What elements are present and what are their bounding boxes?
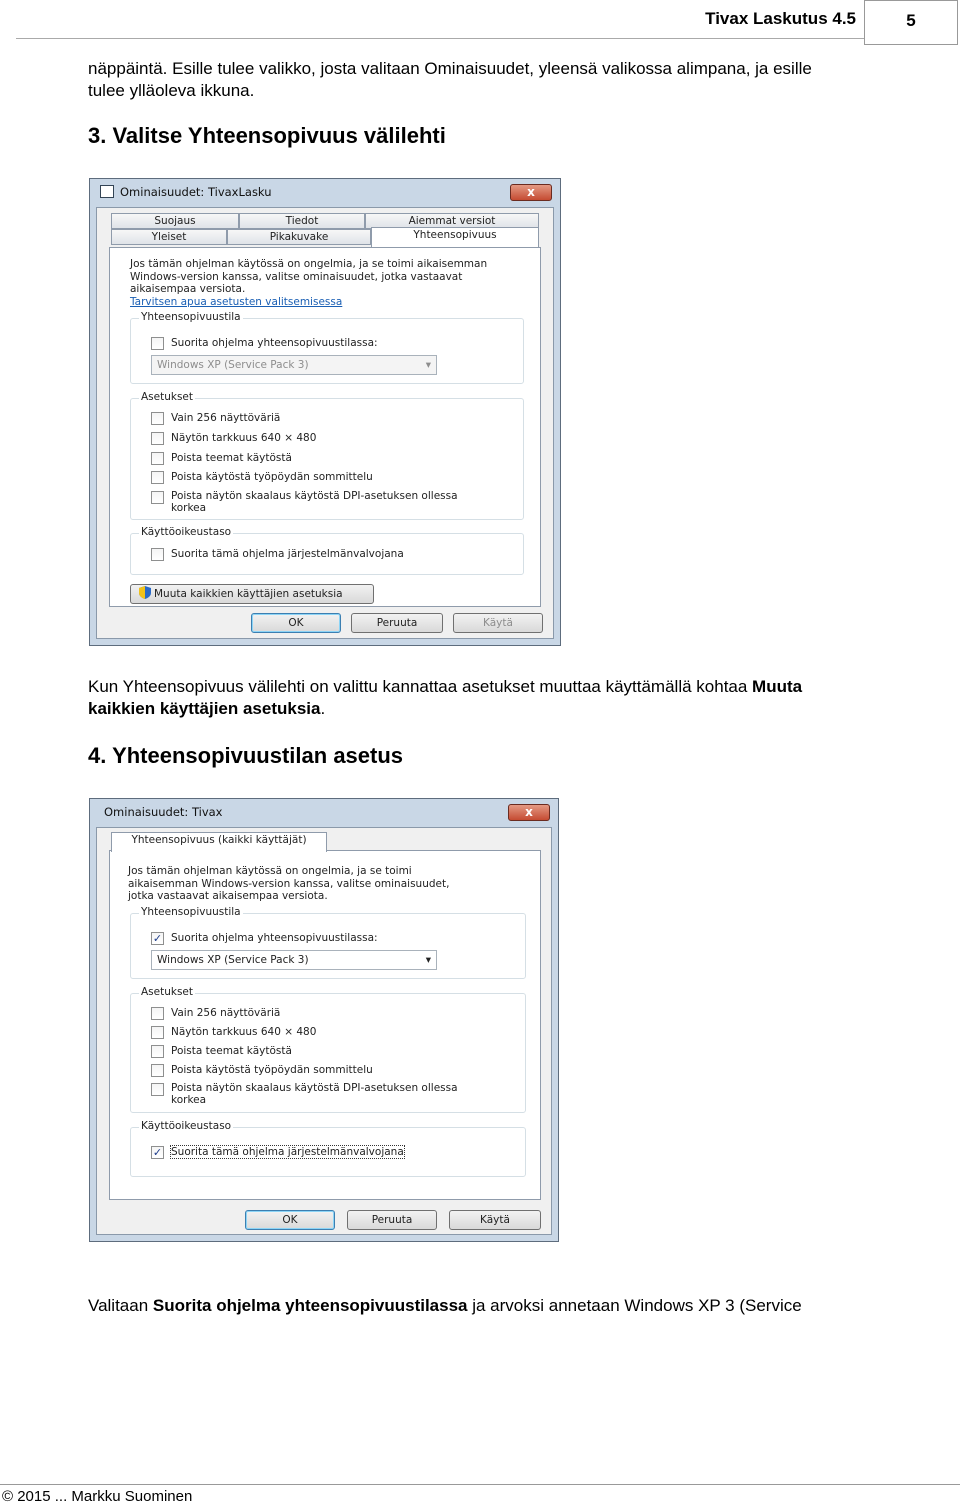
ok-button[interactable]: OK	[251, 613, 341, 633]
resolution-640-label: Näytön tarkkuus 640 × 480	[171, 1026, 317, 1038]
desc-line: Jos tämän ohjelman käytössä on ongelmia, ja se toimi	[128, 865, 412, 877]
compat-mode-group	[130, 311, 524, 384]
settings-group-label: Asetukset	[141, 986, 194, 998]
desktop-composition-checkbox[interactable]	[151, 1064, 164, 1077]
compat-mode-label: Suorita ohjelma yhteensopivuustilassa:	[171, 932, 378, 944]
tab-tiedot[interactable]: Tiedot	[239, 213, 365, 229]
step-4-heading: 4. Yhteensopivuustilan asetus	[88, 743, 404, 768]
desktop-composition-label: Poista käytöstä työpöydän sommittelu	[171, 1064, 373, 1076]
desc-line: Jos tämän ohjelman käytössä on ongelmia, ja se toimi aikaisemman	[130, 258, 488, 270]
app-icon	[100, 185, 114, 198]
desktop-composition-checkbox[interactable]	[151, 471, 164, 484]
colors-256-checkbox[interactable]	[151, 412, 164, 425]
close-button[interactable]: x	[508, 804, 550, 821]
privilege-group-label: Käyttöoikeustaso	[141, 526, 232, 538]
colors-256-label: Vain 256 näyttöväriä	[171, 1007, 281, 1019]
intro-text	[88, 58, 812, 102]
disable-themes-label: Poista teemat käytöstä	[171, 1045, 292, 1057]
properties-dialog-1	[89, 178, 561, 646]
compat-mode-checkbox[interactable]	[151, 337, 164, 350]
tab-yhteensopivuus[interactable]: Yhteensopivuus	[371, 227, 539, 247]
footer-rule	[0, 1484, 960, 1485]
privilege-group	[130, 526, 524, 575]
cancel-button[interactable]: Peruuta	[351, 613, 443, 633]
chevron-down-icon: ▾	[425, 359, 431, 371]
settings-group	[130, 391, 524, 520]
change-all-users-button[interactable]	[130, 584, 374, 604]
change-all-users-label: Muuta kaikkien käyttäjien asetuksia	[154, 588, 343, 600]
compat-mode-group-label: Yhteensopivuustila	[141, 906, 241, 918]
dpi-line-1: Poista näytön skaalaus käytöstä DPI-asetuksen ollessa	[171, 1082, 458, 1094]
dpi-scaling-label	[171, 490, 458, 514]
compat-description	[130, 258, 487, 296]
explanation-line-2	[88, 698, 802, 720]
explanation-text-end: ja arvoksi annetaan Windows XP 3 (Service	[467, 1296, 802, 1315]
disable-themes-checkbox[interactable]	[151, 1045, 164, 1058]
step-3-explanation	[88, 676, 802, 720]
desc-line: aikaisemman Windows-version kanssa, valitse ominaisuudet,	[128, 877, 450, 890]
dpi-line-2: korkea	[171, 1094, 207, 1106]
dpi-line-1: Poista näytön skaalaus käytöstä DPI-asetuksen ollessa	[171, 490, 458, 502]
dpi-scaling-checkbox[interactable]	[151, 1083, 164, 1096]
compat-mode-group-label: Yhteensopivuustila	[141, 311, 241, 323]
page-number: 5	[864, 0, 958, 45]
run-as-admin-label: Suorita tämä ohjelma järjestelmänvalvojana	[171, 1146, 404, 1158]
explanation-bold-1: Muuta	[752, 677, 803, 696]
explanation-bold: Suorita ohjelma yhteensopivuustilassa	[152, 1296, 468, 1315]
resolution-640-checkbox[interactable]	[151, 432, 164, 445]
dialog-1-titlebar	[90, 179, 560, 205]
tab-compat-all-users[interactable]: Yhteensopivuus (kaikki käyttäjät)	[111, 832, 327, 852]
colors-256-label: Vain 256 näyttöväriä	[171, 412, 281, 424]
desc-line: jotka vastaavat aikaisempaa versiota.	[128, 890, 328, 902]
document-title: Tivax Laskutus 4.5	[705, 9, 856, 28]
apply-button[interactable]: Käytä	[449, 1210, 541, 1230]
resolution-640-checkbox[interactable]	[151, 1026, 164, 1039]
dpi-scaling-label	[171, 1082, 458, 1106]
settings-group-label: Asetukset	[141, 391, 194, 403]
dialog-2-client	[96, 827, 552, 1235]
dpi-line-2: korkea	[171, 502, 207, 514]
tab-suojaus[interactable]: Suojaus	[111, 213, 239, 229]
explanation-text: Valitaan	[88, 1296, 153, 1315]
uac-shield-icon	[139, 586, 151, 599]
compat-mode-checkbox[interactable]: ✓	[152, 932, 163, 945]
compat-all-users-panel	[109, 850, 541, 1200]
properties-dialog-2	[89, 798, 559, 1242]
dialog-2-titlebar	[90, 799, 558, 825]
footer-copyright: © 2015 ... Markku Suominen	[2, 1488, 193, 1505]
dialog-1-client	[96, 207, 554, 639]
dialog-2-title: Ominaisuudet: Tivax	[104, 805, 223, 819]
privilege-group-label: Käyttöoikeustaso	[141, 1120, 232, 1132]
desc-line: aikaisempaa versiota.	[130, 283, 246, 295]
dpi-scaling-checkbox[interactable]	[151, 491, 164, 504]
tab-aiemmat-versiot[interactable]: Aiemmat versiot	[365, 213, 539, 229]
help-link[interactable]: Tarvitsen apua asetusten valitsemisessa	[130, 296, 343, 308]
os-version-value: Windows XP (Service Pack 3)	[157, 359, 309, 371]
resolution-640-label: Näytön tarkkuus 640 × 480	[171, 432, 317, 444]
run-as-admin-label: Suorita tämä ohjelma järjestelmänvalvojana	[171, 548, 404, 560]
run-as-admin-checkbox[interactable]: ✓	[152, 1146, 163, 1159]
tab-pikakuvake[interactable]: Pikakuvake	[227, 229, 371, 245]
compat-mode-group	[130, 906, 526, 979]
compat-tab-panel	[109, 247, 541, 607]
intro-line-1: näppäintä. Esille tulee valikko, josta valitaan Ominaisuudet, yleensä valikossa alimpana, ja esille	[88, 59, 812, 78]
colors-256-checkbox[interactable]	[151, 1007, 164, 1020]
desktop-composition-label: Poista käytöstä työpöydän sommittelu	[171, 471, 373, 483]
step-4-explanation	[88, 1295, 802, 1317]
disable-themes-checkbox[interactable]	[151, 452, 164, 465]
explanation-text: Kun Yhteensopivuus välilehti on valittu kannattaa asetukset muuttaa käyttämällä kohtaa	[88, 677, 753, 696]
cancel-button[interactable]: Peruuta	[347, 1210, 437, 1230]
header-rule	[16, 38, 864, 39]
chevron-down-icon: ▾	[425, 954, 431, 966]
tab-yleiset[interactable]: Yleiset	[111, 229, 227, 245]
dialog-1-title: Ominaisuudet: TivaxLasku	[120, 185, 272, 199]
desc-line: Windows-version kanssa, valitse ominaisuudet, jotka vastaavat	[130, 270, 463, 283]
run-as-admin-checkbox[interactable]	[151, 548, 164, 561]
os-version-select[interactable]	[151, 355, 437, 375]
compat-mode-label: Suorita ohjelma yhteensopivuustilassa:	[171, 337, 378, 349]
privilege-group	[130, 1120, 526, 1177]
settings-group	[130, 986, 526, 1113]
explanation-bold-2: kaikkien käyttäjien asetuksia	[88, 699, 321, 718]
intro-line-2: tulee ylläoleva ikkuna.	[88, 81, 255, 100]
apply-button[interactable]: Käytä	[453, 613, 543, 633]
explanation-end: .	[320, 699, 326, 718]
close-button[interactable]: x	[510, 184, 552, 201]
ok-button[interactable]: OK	[245, 1210, 335, 1230]
disable-themes-label: Poista teemat käytöstä	[171, 452, 292, 464]
explanation-line-1	[88, 676, 802, 698]
os-version-value: Windows XP (Service Pack 3)	[157, 954, 309, 966]
os-version-select[interactable]	[151, 950, 437, 970]
step-3-heading: 3. Valitse Yhteensopivuus välilehti	[88, 123, 446, 148]
compat-description	[128, 865, 449, 903]
